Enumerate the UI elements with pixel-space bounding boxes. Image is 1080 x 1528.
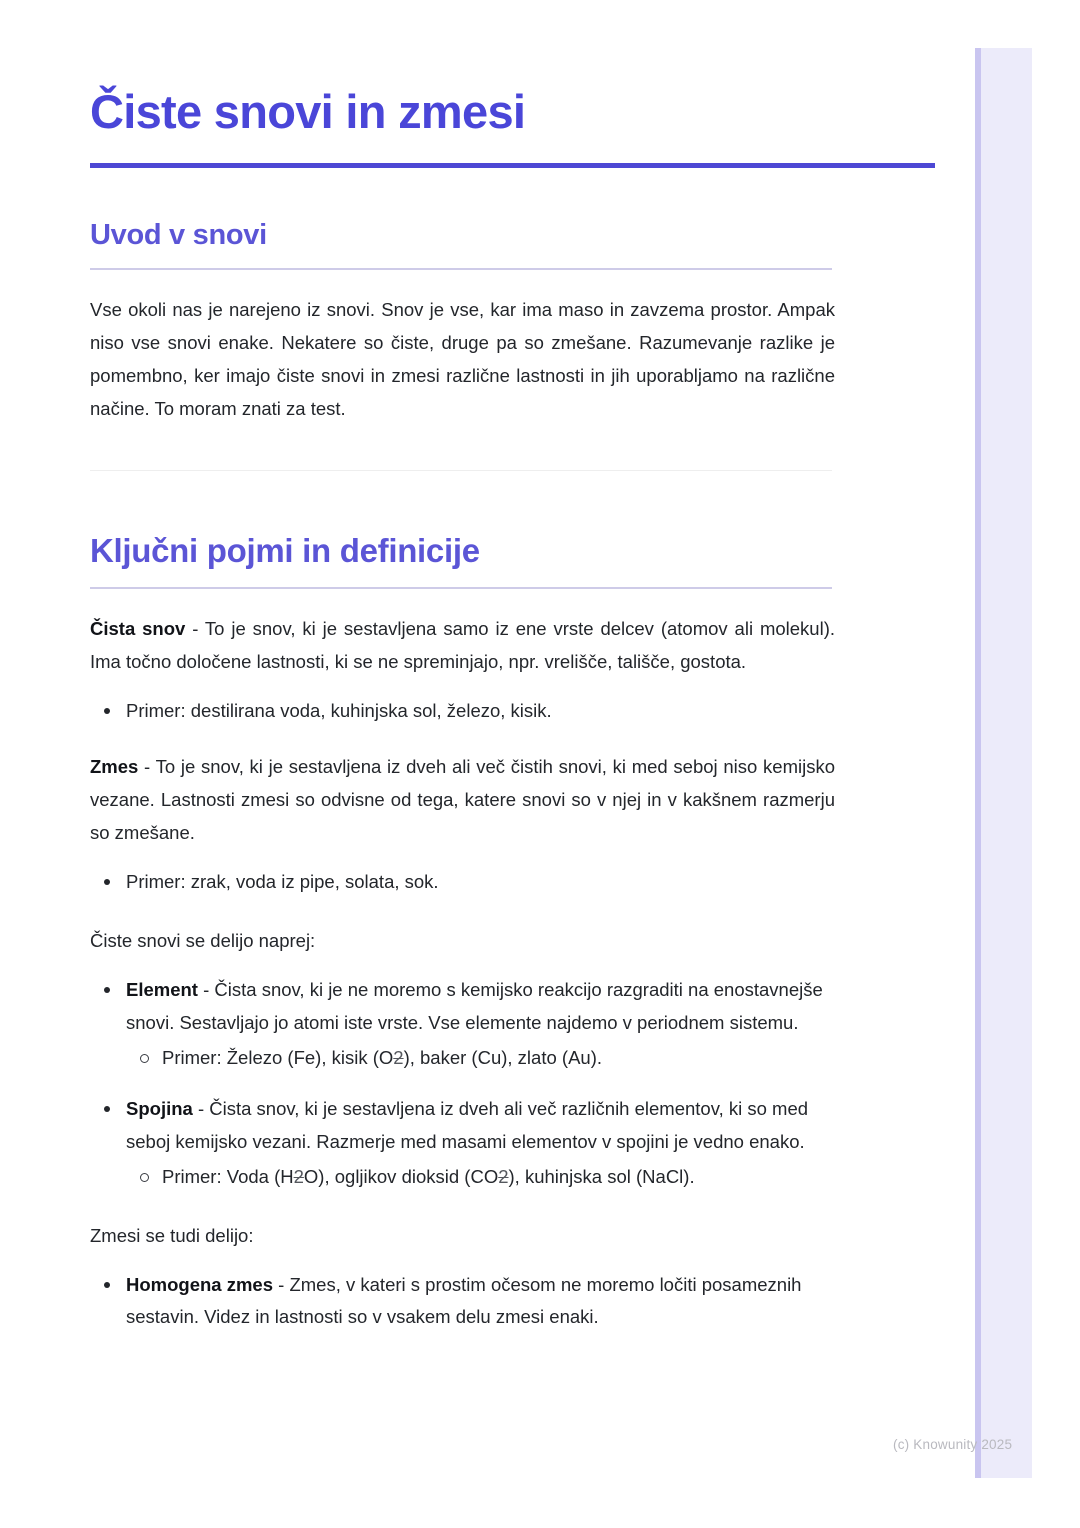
list-item: Primer: destilirana voda, kuhinjska sol, železo, kisik. [126,695,835,728]
example-spojina-part2: O), ogljikov dioksid (CO [303,1165,499,1187]
list-item [162,1042,835,1075]
list-item: Primer: zrak, voda iz pipe, solata, sok. [126,866,835,899]
definition-text-zmes: To je snov, ki je sestavljena iz dveh ali več čistih snovi, ki med seboj niso kemijsko vezane. Lastnosti zmesi so odvisne od tega, katere snovi so v njej in v kakšnem razmerju so zmešane. [90,756,835,844]
example-list-spojina [126,1161,835,1194]
definition-text-homogena-zmes: Zmes, v kateri s prostim očesom ne moremo ločiti posameznih sestavin. Videz in lastnosti so v vsakem delu zmesi enaki. [126,1273,802,1328]
list-item-element [126,974,835,1075]
list-item [162,1161,835,1194]
dash-spojina: - [192,1097,210,1119]
list-item-spojina [126,1093,835,1194]
subscript-o2: 2 [393,1046,404,1068]
example-list-zmes [90,866,835,899]
intro-paragraph: Vse okoli nas je narejeno iz snovi. Snov je vse, kar ima maso in zavzema prostor. Ampak niso vse snovi enake. Nekatere so čiste, druge pa so zmešane. Razumevanje razlike je pomembno, ker imajo čiste snovi in zmesi različne lastnosti in jih uporabljamo na različne načine. To moram znati za test. [90,299,835,420]
copyright-watermark: (c) Knowunity 2025 [893,1437,1013,1452]
term-zmes: Zmes [90,756,139,778]
page-title: Čiste snovi in zmesi [90,85,526,138]
definition-zmes [90,751,835,850]
section-heading-pojmi: Ključni pojmi in definicije [90,532,480,570]
lead-in-mixtures: Zmesi se tudi delijo: [90,1224,254,1246]
section-soft-divider [90,470,832,471]
term-cista-snov: Čista snov [90,617,186,639]
example-list-cista-snov [90,695,835,728]
pure-substance-list [90,974,835,1194]
section-heading-uvod: Uvod v snovi [90,218,267,251]
document-content [90,86,835,1334]
definition-text-element: Čista snov, ki je ne moremo s kemijsko reakcijo razgraditi na enostavnejše snovi. Sestavljajo jo atomi iste vrste. Vse elemente najdemo v periodnem sistemu. [126,979,823,1033]
dash-zmes: - [138,756,156,778]
example-spojina-part3: ), kuhinjska sol (NaCl). [508,1165,695,1187]
title-divider [90,163,935,168]
section-heading-divider-uvod [90,268,832,270]
section-heading-divider-pojmi [90,587,832,589]
dash-cista-snov: - [185,617,205,639]
mixture-list [90,1269,835,1335]
example-list-element [126,1042,835,1075]
dash-element: - [197,979,215,1001]
definition-text-cista-snov: To je snov, ki je sestavljena samo iz ene vrste delcev (atomov ali molekul). Ima točno določene lastnosti, ki se ne spreminjajo, npr. vrelišče, tališče, gostota. [90,617,835,672]
example-element-prefix: Primer: Železo (Fe), kisik (O [162,1046,394,1068]
example-spojina-part1: Primer: Voda (H [162,1165,294,1187]
term-homogena-zmes: Homogena zmes [126,1273,274,1295]
term-element: Element [126,979,198,1001]
definition-cista-snov [90,613,835,679]
example-element-suffix: ), baker (Cu), zlato (Au). [403,1046,602,1068]
decorative-side-panel-edge [975,48,981,1478]
decorative-side-panel [975,48,1032,1478]
dash-homogena-zmes: - [273,1273,290,1295]
list-item-homogena-zmes [126,1269,835,1335]
subscript-h2o: 2 [293,1165,304,1187]
lead-in-pure-substances: Čiste snovi se delijo naprej: [90,930,316,952]
subscript-co2: 2 [498,1165,509,1187]
term-spojina: Spojina [126,1097,193,1119]
definition-text-spojina: Čista snov, ki je sestavljena iz dveh ali več različnih elementov, ki so med seboj kemijsko vezani. Razmerje med masami elementov v spojini je vedno enako. [126,1097,809,1152]
